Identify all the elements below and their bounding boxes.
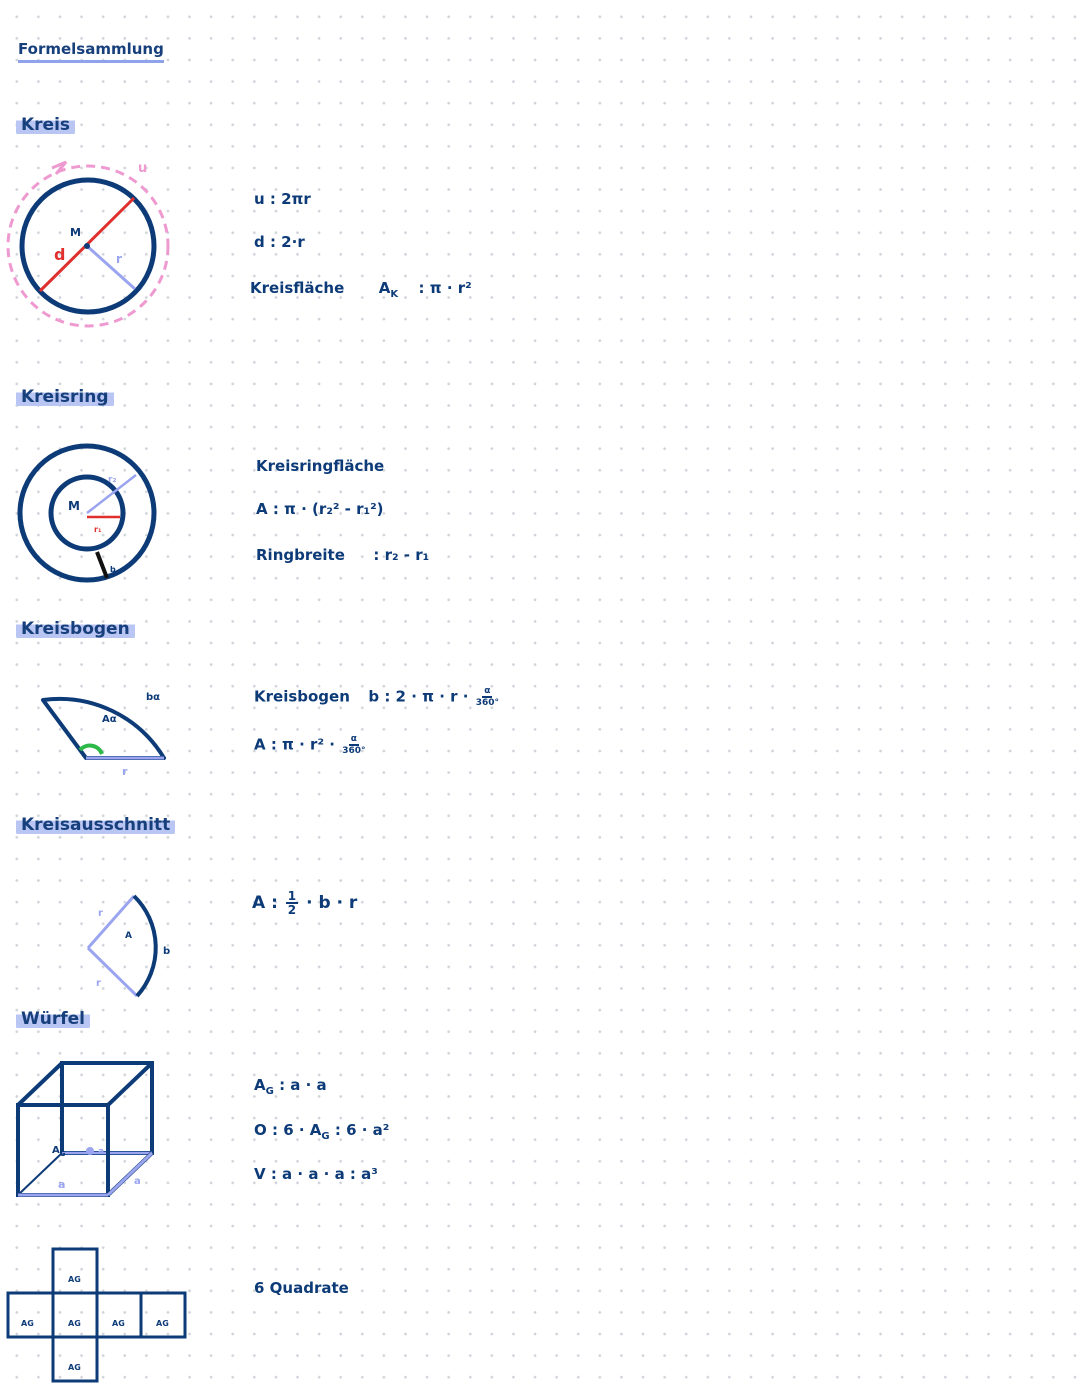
kreisausschnitt-lhs: A : xyxy=(252,893,278,913)
edge-marker xyxy=(86,1147,94,1155)
section-heading-kreisring: Kreisring xyxy=(16,386,114,408)
cube-top-right xyxy=(108,1063,152,1105)
net-face-far-right xyxy=(141,1293,185,1337)
wuerfel-diagram xyxy=(10,1055,180,1205)
ringbreite-label: Ringbreite xyxy=(256,546,345,564)
label-r-bottom: r xyxy=(96,978,101,989)
section-heading-kreisausschnitt: Kreisausschnitt xyxy=(16,814,175,836)
formula-kreisausschnitt xyxy=(252,890,357,916)
net-label-right: AG xyxy=(112,1319,125,1328)
kreis-diagram xyxy=(0,150,190,340)
kreisausschnitt-rhs: · b · r xyxy=(306,893,358,913)
center-point xyxy=(84,243,90,249)
label-b-alpha: bα xyxy=(146,692,161,703)
wuerfel-netz xyxy=(4,1246,194,1386)
kreisbogen-frac-num: α xyxy=(484,686,491,696)
page-title: Formelsammlung xyxy=(18,40,164,63)
formula-kreisflaeche xyxy=(250,279,472,300)
ring-width-line xyxy=(97,552,107,578)
formula-volumen: V : a · a · a : a³ xyxy=(254,1165,378,1183)
net-label-center: AG xyxy=(68,1319,81,1328)
kreisring-diagram xyxy=(10,440,170,590)
label-u: u xyxy=(138,161,148,176)
label-r1: r₁ xyxy=(94,525,102,534)
kreisbogen-flaeche-frac-num: α xyxy=(350,734,357,744)
ringbreite-rhs: : r₂ - r₁ xyxy=(373,546,430,564)
depth-bottom-edge xyxy=(108,1153,152,1195)
label-b: b xyxy=(163,946,171,957)
kreisausschnitt-frac-num: 1 xyxy=(287,889,297,903)
formula-kreisringflaeche: A : π · (r₂² - r₁²) xyxy=(256,500,384,518)
oberflaeche-lhs: O : 6 · A xyxy=(254,1121,322,1139)
label-a-bottom: a xyxy=(58,1178,66,1191)
grundflaeche-rhs: : a · a xyxy=(279,1076,327,1094)
label-a-side: a xyxy=(98,1147,105,1157)
sector-outline xyxy=(43,699,164,758)
circumference-arrow xyxy=(52,162,66,174)
label-r: r xyxy=(122,765,128,778)
net-face-bottom xyxy=(53,1337,97,1381)
label-r2: r₂ xyxy=(108,475,117,485)
section-heading-kreis: Kreis xyxy=(16,114,75,136)
hidden-edge-diagonal xyxy=(18,1153,62,1195)
net-face-center xyxy=(53,1293,97,1337)
net-label-bottom: AG xyxy=(68,1363,81,1372)
section-heading-kreisbogen: Kreisbogen xyxy=(16,618,135,640)
kreisflaeche-label: Kreisfläche xyxy=(250,279,345,297)
grundflaeche-lhs: A xyxy=(254,1076,266,1094)
net-face-right xyxy=(97,1293,141,1337)
kreisbogen-frac-den: 360° xyxy=(475,698,499,708)
oberflaeche-rhs: : 6 · a² xyxy=(334,1121,390,1139)
label-d: d xyxy=(54,245,66,264)
kreisausschnitt-diagram xyxy=(80,886,180,1006)
kreisbogen-label: Kreisbogen xyxy=(254,687,350,706)
kreisflaeche-rhs: : π · r² xyxy=(418,279,472,297)
label-b: b xyxy=(110,565,116,574)
cube-top-left xyxy=(18,1063,62,1105)
net-label-far-right: AG xyxy=(156,1319,169,1328)
formula-umfang: u : 2πr xyxy=(254,190,311,208)
label-a-alpha: Aα xyxy=(102,714,117,725)
label-m: M xyxy=(68,499,80,513)
label-m: M xyxy=(70,226,81,239)
kreisbogen-lhs: b : 2 · π · r · xyxy=(368,687,469,706)
label-a-depth: a xyxy=(134,1176,141,1187)
kreisringflaeche-label: Kreisringfläche xyxy=(256,457,385,475)
formula-kreisbogen xyxy=(254,686,501,708)
formula-oberflaeche xyxy=(254,1121,389,1142)
kreisbogen-diagram xyxy=(30,670,190,780)
label-r: r xyxy=(116,252,122,266)
grundflaeche-sub: G xyxy=(265,1086,274,1097)
kreisflaeche-sub: K xyxy=(390,289,399,300)
label-a-g: $A_G$ xyxy=(52,1145,66,1158)
net-label-top: AG xyxy=(68,1275,81,1284)
kreisausschnitt-frac-den: 2 xyxy=(287,903,297,917)
net-face-left xyxy=(8,1293,53,1337)
formula-grundflaeche xyxy=(254,1076,327,1097)
kreisbogen-flaeche-lhs: A : π · r² · xyxy=(254,735,335,754)
kreisbogen-flaeche-frac-den: 360° xyxy=(342,746,366,756)
section-heading-wuerfel: Würfel xyxy=(16,1008,90,1030)
formula-durchmesser: d : 2·r xyxy=(254,233,305,251)
label-r-top: r xyxy=(98,908,103,919)
radius-line xyxy=(87,246,135,289)
kreisflaeche-lhs: A xyxy=(378,279,391,297)
oberflaeche-sub: G xyxy=(321,1131,330,1142)
formula-kreisbogen-flaeche xyxy=(254,734,367,756)
netz-label: 6 Quadrate xyxy=(254,1279,349,1297)
arc-b xyxy=(134,896,156,996)
net-face-top xyxy=(53,1249,97,1293)
net-label-left: AG xyxy=(21,1319,34,1328)
label-a: A xyxy=(125,931,132,941)
formula-ringbreite xyxy=(256,546,429,564)
